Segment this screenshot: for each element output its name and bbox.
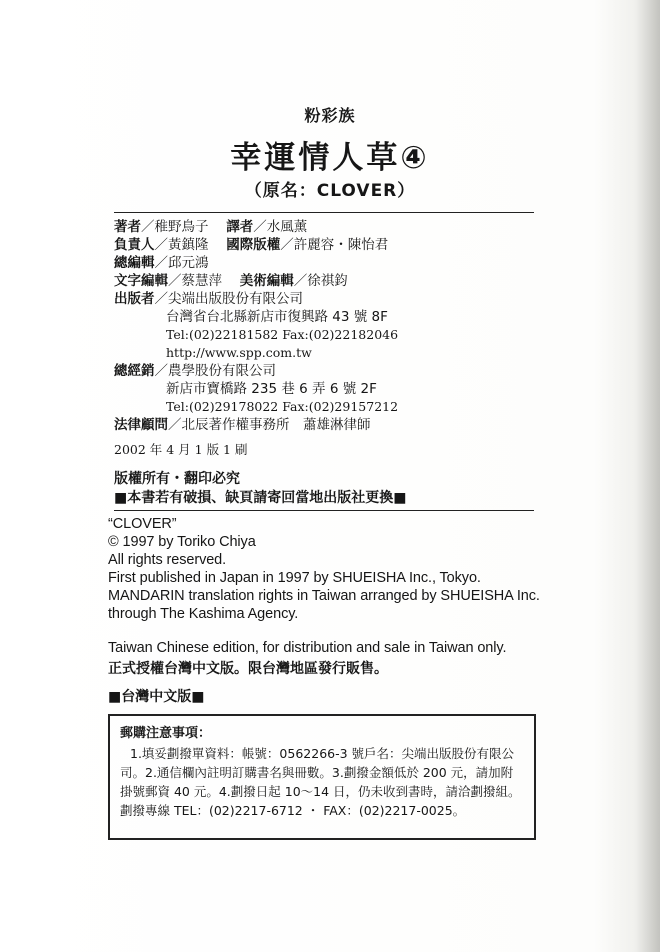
english-copyright: © 1997 by Toriko Chiya	[108, 534, 256, 550]
credit-row-manager	[114, 236, 388, 254]
credit-row-chief-editor	[114, 254, 209, 272]
manager-value: ／黃鎮隆	[154, 237, 209, 253]
original-title: （原名：CLOVER）	[244, 181, 416, 201]
legal-value: ／北辰著作權事務所 蕭雄淋律師	[168, 417, 371, 433]
english-translation-rights: MANDARIN translation rights in Taiwan arranged by SHUEISHA Inc.	[108, 588, 540, 604]
taiwan-edition-mark: ■台灣中文版■	[108, 689, 205, 705]
manager-label: 負責人	[114, 237, 155, 253]
mail-order-notice-box	[108, 714, 536, 840]
chief-editor-value: ／邱元鴻	[154, 255, 209, 271]
damage-notice: ■本書若有破損、缺頁請寄回當地出版社更換■	[114, 490, 407, 506]
english-agency: through The Kashima Agency.	[108, 606, 299, 622]
book-title: 幸運情人草④	[230, 140, 430, 176]
credit-row-editors	[114, 272, 348, 290]
distributor-label: 總經銷	[114, 363, 155, 379]
author-label: 著者	[114, 219, 141, 235]
series-name: 粉彩族	[304, 106, 356, 125]
rights-value: ／許麗容・陳怡君	[280, 237, 389, 253]
english-distribution: Taiwan Chinese edition, for distribution and sale in Taiwan only.	[108, 640, 507, 656]
credit-row-publisher	[114, 290, 303, 308]
credit-row-distributor	[114, 362, 276, 380]
mail-order-notice-body: 1.填妥劃撥單資料：帳號：0562266-3 號戶名：尖端出版股份有限公司。2.通信欄內註明訂購書名與冊數。3.劃撥金額低於 200 元，請加附掛號郵資 40 元。4.劃撥日起 10～14 日，仍未收到書時，請洽劃撥組。劃撥專線 TEL：(02)2217-6712 ・ FAX：(02)2217-0025。	[120, 746, 521, 818]
publisher-phone: Tel:(02)22181582 Fax:(02)22182046	[166, 327, 399, 342]
top-divider	[114, 212, 534, 213]
english-rights: All rights reserved.	[108, 552, 227, 568]
distributor-address: 新店市寶橋路 235 巷 6 弄 6 號 2F	[166, 381, 377, 397]
rights-label: 國際版權	[226, 237, 281, 253]
distributor-value: ／農學股份有限公司	[154, 363, 276, 379]
credit-row-legal	[114, 416, 371, 434]
text-editor-value: ／蔡慧萍	[168, 273, 222, 289]
english-first-published: First published in Japan in 1997 by SHUEISHA Inc., Tokyo.	[108, 570, 481, 586]
art-editor-value: ／徐祺鈞	[293, 273, 348, 289]
credit-row-author	[114, 218, 307, 236]
edition-date: 2002 年 4 月 1 版 1 刷	[114, 442, 248, 457]
english-title: “CLOVER”	[108, 516, 177, 532]
text-editor-label: 文字編輯	[114, 273, 168, 289]
authorized-edition-notice: 正式授權台灣中文版。限台灣地區發行販售。	[108, 661, 388, 677]
rights-reserved: 版權所有・翻印必究	[114, 471, 240, 487]
publisher-label: 出版者	[114, 291, 155, 307]
publisher-website: http://www.spp.com.tw	[166, 345, 312, 360]
translator-value: ／水風薰	[253, 219, 308, 235]
distributor-phone: Tel:(02)29178022 Fax:(02)29157212	[166, 399, 399, 414]
translator-label: 譯者	[226, 219, 254, 235]
author-value: ／稚野鳥子	[141, 219, 209, 235]
publisher-value: ／尖端出版股份有限公司	[154, 291, 303, 307]
publisher-address: 台灣省台北縣新店市復興路 43 號 8F	[166, 309, 388, 325]
bottom-divider	[114, 510, 534, 511]
art-editor-label: 美術編輯	[239, 273, 294, 289]
legal-label: 法律顧問	[114, 417, 168, 433]
chief-editor-label: 總編輯	[114, 255, 155, 271]
mail-order-notice-title: 郵購注意事項：	[120, 726, 212, 741]
